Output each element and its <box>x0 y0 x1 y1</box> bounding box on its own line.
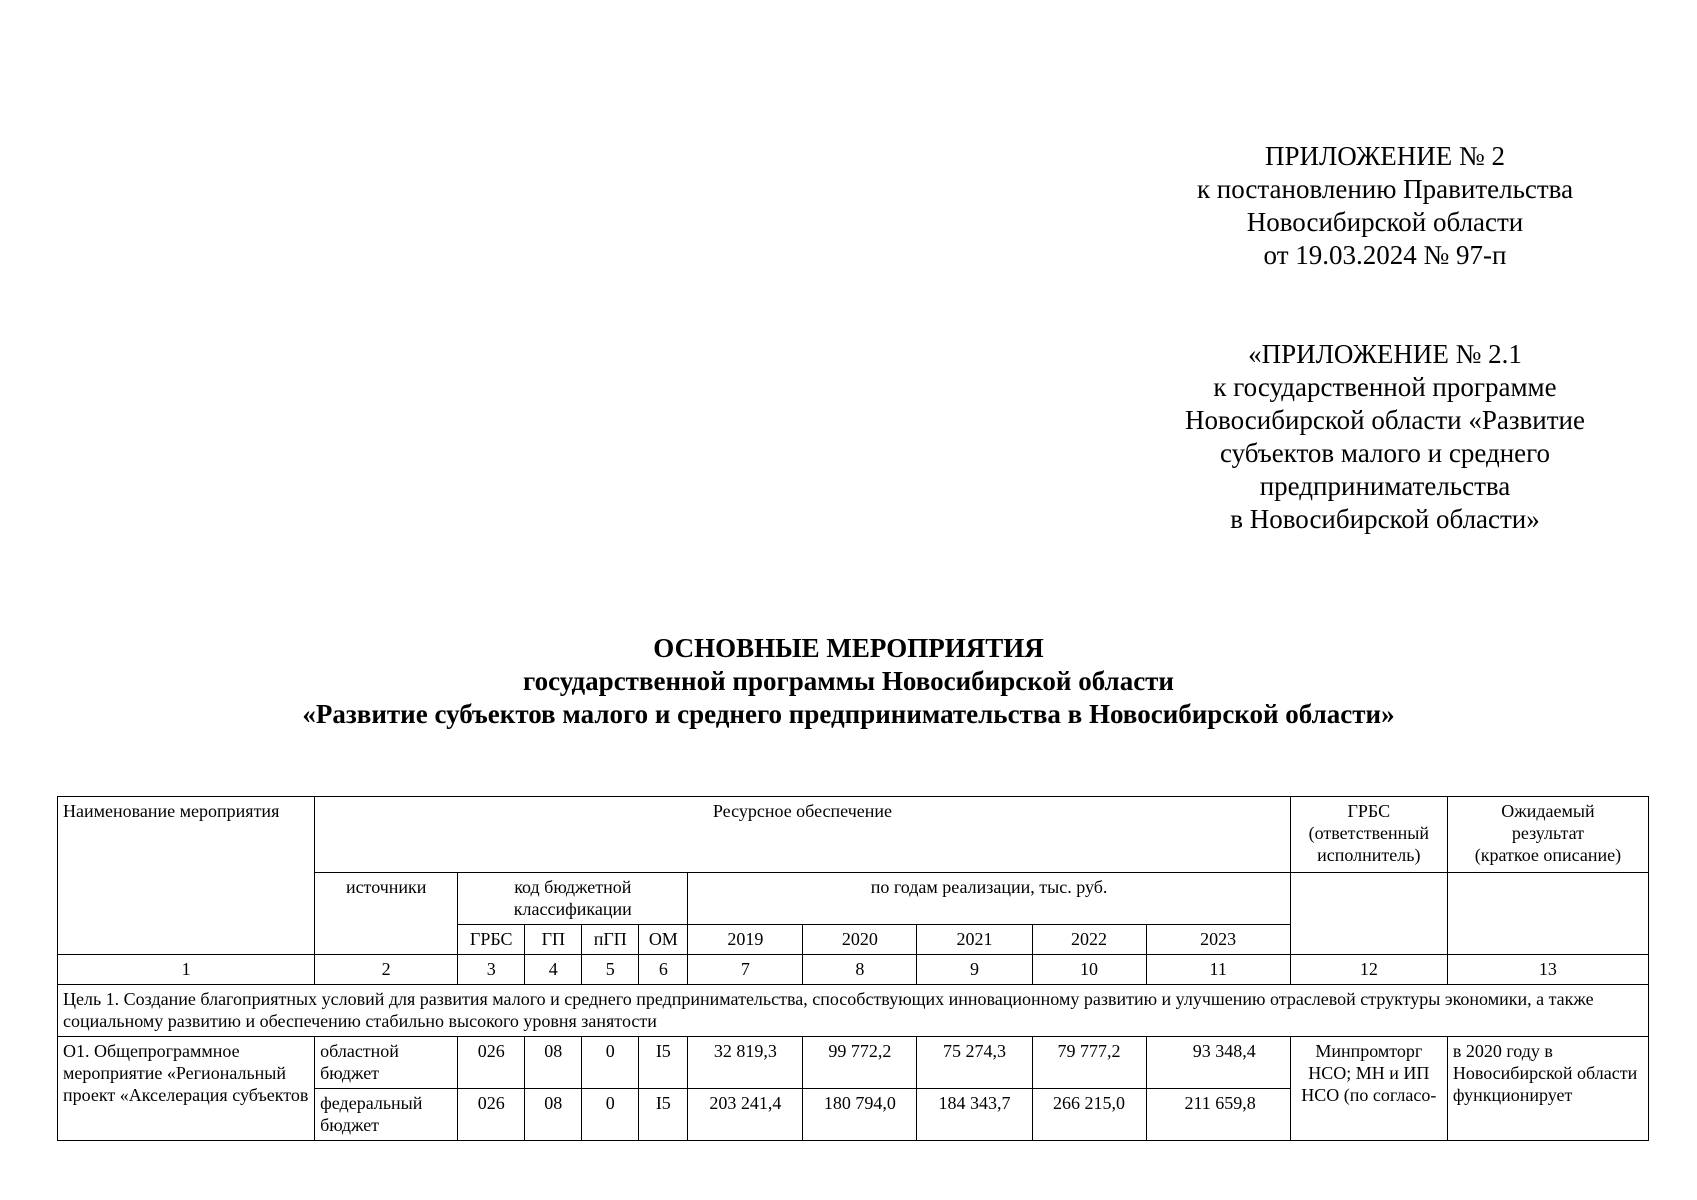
column-number: 4 <box>525 955 582 985</box>
header-budget-code-cell <box>458 873 688 925</box>
goal-cell: Цель 1. Создание благоприятных условий для развития малого и среднего предпринимательства, способствующих инновационному развитию и улучшению отраслевой структуры экономики, а также социальному развитию и обеспечению стабильно высокого уровня занятости <box>58 985 1649 1037</box>
header-grbs-line: исполнитель) <box>1317 845 1421 865</box>
appendix-line: к постановлению Правительства <box>1196 174 1574 204</box>
header-name-cell <box>58 797 315 955</box>
header-sources: источники <box>345 877 427 897</box>
code-grbs-cell: 026 <box>458 1037 525 1089</box>
code-pgp-cell: 0 <box>582 1089 639 1141</box>
inner-appendix-line: Новосибирской области «Развитие <box>1185 405 1585 435</box>
header-name: Наименование мероприятия <box>63 801 280 821</box>
code-pgp-header: пГП <box>582 925 639 955</box>
value-2023-cell: 211 659,8 <box>1146 1089 1290 1141</box>
header-grbs-empty <box>1290 873 1447 955</box>
year-header-2019: 2019 <box>688 925 803 955</box>
inner-appendix-line: предпринимательства <box>1259 471 1511 501</box>
column-number: 6 <box>639 955 688 985</box>
header-result-empty <box>1447 873 1648 955</box>
inner-appendix-line: к государственной программе <box>1213 372 1557 402</box>
header-result-line: (краткое описание) <box>1474 845 1622 865</box>
header-grbs-cell <box>1290 797 1447 873</box>
inner-appendix-line: субъектов малого и среднего <box>1219 438 1551 468</box>
code-gp-cell: 08 <box>525 1037 582 1089</box>
value-2019-cell: 203 241,4 <box>688 1089 803 1141</box>
column-number: 12 <box>1290 955 1447 985</box>
table-row <box>58 1037 1649 1089</box>
code-gp-cell: 08 <box>525 1089 582 1141</box>
year-header-2022: 2022 <box>1032 925 1146 955</box>
column-number: 2 <box>315 955 458 985</box>
header-resources: Ресурсное обеспечение <box>712 801 893 821</box>
event-name-cell: О1. Общепрограммное мероприятие «Региональный проект «Акселерация субъектов <box>58 1037 315 1141</box>
year-header-2021: 2021 <box>917 925 1032 955</box>
title-line-1: ОСНОВНЫЕ МЕРОПРИЯТИЯ <box>653 633 1044 663</box>
year-header-2020: 2020 <box>803 925 917 955</box>
column-number: 1 <box>58 955 315 985</box>
appendix-line: Новосибирской области <box>1246 207 1524 237</box>
column-numbers-row <box>58 955 1649 985</box>
inner-appendix-line: в Новосибирской области» <box>1230 504 1540 534</box>
value-2020-cell: 180 794,0 <box>803 1089 917 1141</box>
title-line-2: государственной программы Новосибирской области <box>523 666 1174 696</box>
column-number: 10 <box>1032 955 1146 985</box>
header-result-cell <box>1447 797 1648 873</box>
header-budget-code: код бюджетной классификации <box>513 877 632 919</box>
code-gp-header: ГП <box>525 925 582 955</box>
value-2020-cell: 99 772,2 <box>803 1037 917 1089</box>
title-line-3: «Развитие субъектов малого и среднего предпринимательства в Новосибирской области» <box>302 699 1395 729</box>
code-om-cell: I5 <box>639 1037 688 1089</box>
header-resources-cell <box>315 797 1291 873</box>
goal-row <box>58 985 1649 1037</box>
column-number: 8 <box>803 955 917 985</box>
header-years-cell <box>688 873 1290 925</box>
code-om-header: ОМ <box>639 925 688 955</box>
document-title <box>0 632 1697 731</box>
inner-appendix-block <box>1150 338 1620 536</box>
header-row-1 <box>58 797 1649 873</box>
column-number: 7 <box>688 955 803 985</box>
result-cell: в 2020 году в Новосибирской области функционирует <box>1447 1037 1648 1141</box>
source-cell: федеральный бюджет <box>315 1089 458 1141</box>
source-cell: областной бюджет <box>315 1037 458 1089</box>
value-2021-cell: 75 274,3 <box>917 1037 1032 1089</box>
code-grbs-header: ГРБС <box>458 925 525 955</box>
value-2021-cell: 184 343,7 <box>917 1089 1032 1141</box>
code-pgp-cell: 0 <box>582 1037 639 1089</box>
executor-cell: Минпромторг НСО; МН и ИП НСО (по согласо- <box>1290 1037 1447 1141</box>
value-2022-cell: 266 215,0 <box>1032 1089 1146 1141</box>
column-number: 9 <box>917 955 1032 985</box>
header-result-line: результат <box>1511 823 1584 843</box>
code-grbs-cell: 026 <box>458 1089 525 1141</box>
column-number: 5 <box>582 955 639 985</box>
header-grbs-line: ГРБС <box>1347 801 1391 821</box>
inner-appendix-line: «ПРИЛОЖЕНИЕ № 2.1 <box>1248 339 1522 369</box>
year-header-2023: 2023 <box>1146 925 1290 955</box>
value-2022-cell: 79 777,2 <box>1032 1037 1146 1089</box>
value-2019-cell: 32 819,3 <box>688 1037 803 1089</box>
main-events-table <box>57 796 1649 1141</box>
column-number: 13 <box>1447 955 1648 985</box>
value-2023-cell: 93 348,4 <box>1146 1037 1290 1089</box>
column-number: 11 <box>1146 955 1290 985</box>
column-number: 3 <box>458 955 525 985</box>
appendix-line: от 19.03.2024 № 97-п <box>1263 240 1507 270</box>
header-by-years: по годам реализации, тыс. руб. <box>870 877 1108 897</box>
appendix-line: ПРИЛОЖЕНИЕ № 2 <box>1264 141 1506 171</box>
appendix-block <box>1150 140 1620 272</box>
code-om-cell: I5 <box>639 1089 688 1141</box>
header-result-line: Ожидаемый <box>1501 801 1595 821</box>
header-sources-cell <box>315 873 458 955</box>
header-grbs-line: (ответственный <box>1308 823 1429 843</box>
